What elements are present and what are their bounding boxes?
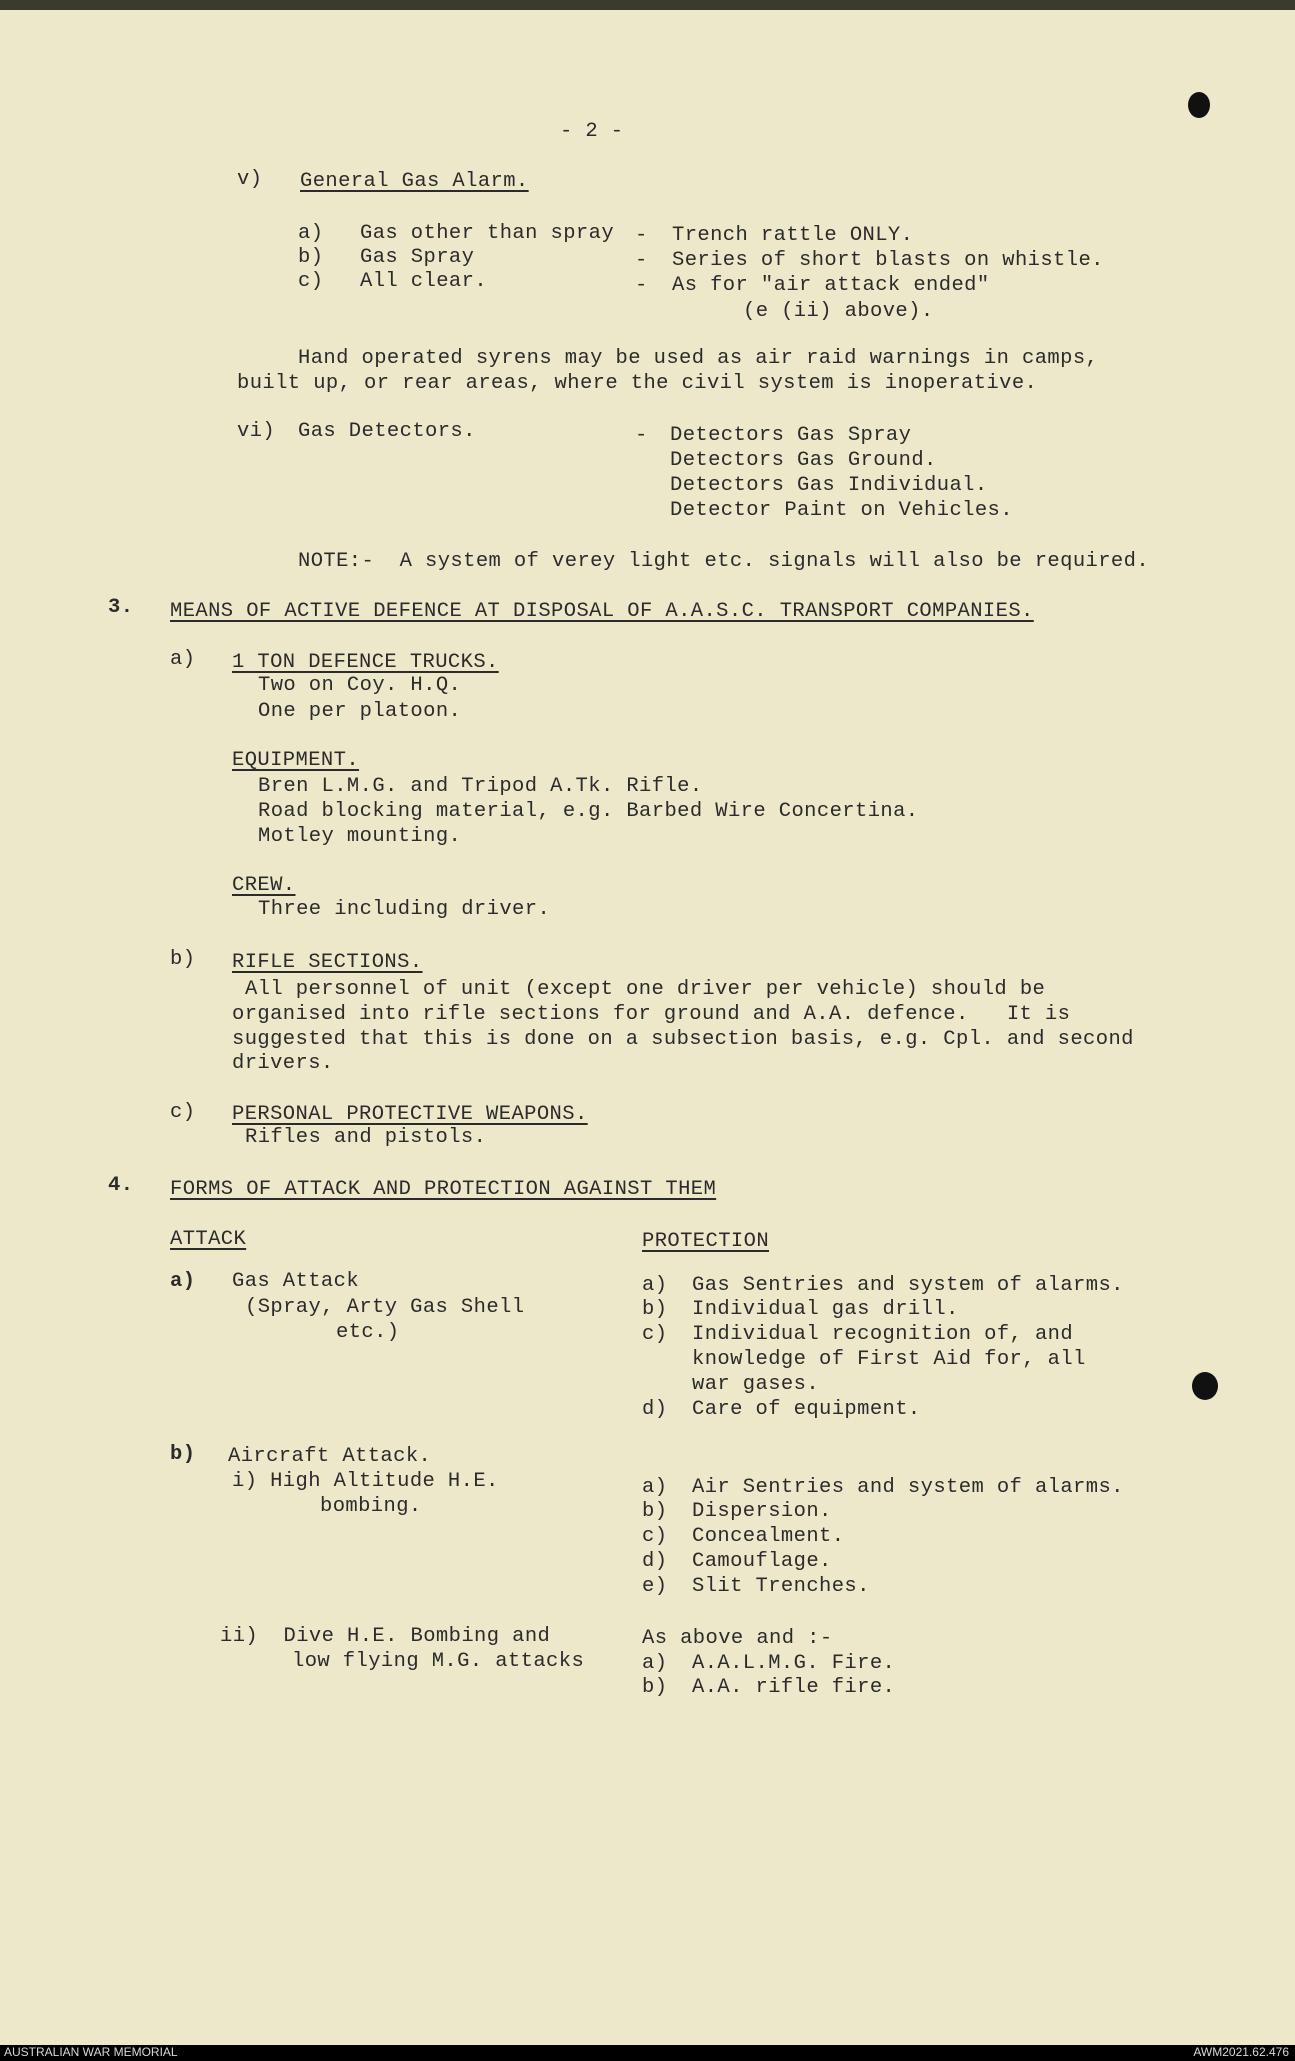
gas-alarm-b-label: Gas Spray xyxy=(360,246,475,269)
air-protection-letter: a) xyxy=(642,1476,668,1499)
air-protection-text: Concealment. xyxy=(692,1525,845,1548)
section3-c-heading: PERSONAL PROTECTIVE WEAPONS. xyxy=(232,1103,588,1126)
syren-note-line1: Hand operated syrens may be used as air raid warnings in camps, xyxy=(298,347,1099,370)
footer-reference: AWM2021.62.476 xyxy=(1193,2045,1289,2059)
gas-protection-letter: b) xyxy=(642,1298,668,1321)
gas-protection-text: Individual gas drill. xyxy=(692,1298,959,1321)
gas-protection-text: knowledge of First Aid for, all xyxy=(692,1348,1086,1371)
gas-alarm-b-dash: - xyxy=(635,249,648,272)
section3-b-line: All personnel of unit (except one driver per vehicle) should be xyxy=(245,978,1046,1001)
gas-detector-item: Detectors Gas Ground. xyxy=(670,449,937,472)
section3-b-line: suggested that this is done on a subsection basis, e.g. Cpl. and second xyxy=(232,1028,1134,1051)
section4-a-letter: a) xyxy=(170,1270,196,1293)
gas-protection-text: Gas Sentries and system of alarms. xyxy=(692,1274,1124,1297)
gas-protection-text: Individual recognition of, and xyxy=(692,1323,1074,1346)
air-protection-letter: b) xyxy=(642,1500,668,1523)
section4-b-letter: b) xyxy=(170,1443,196,1466)
punch-hole xyxy=(1192,1372,1218,1400)
gas-detector-item: Detectors Gas Spray xyxy=(670,424,912,447)
footer-institution: AUSTRALIAN WAR MEMORIAL xyxy=(4,2045,178,2059)
dive-protection-letter: a) xyxy=(642,1652,668,1675)
ink-blot xyxy=(1188,92,1210,118)
equipment-line: Bren L.M.G. and Tripod A.Tk. Rifle. xyxy=(258,775,703,798)
section3-b-line: drivers. xyxy=(232,1052,334,1075)
gas-alarm-a-letter: a) xyxy=(298,222,324,245)
crew-line: Three including driver. xyxy=(258,898,551,921)
gas-alarm-b-letter: b) xyxy=(298,246,324,269)
air-protection-text: Dispersion. xyxy=(692,1500,832,1523)
gas-alarm-a-label: Gas other than spray xyxy=(360,222,615,245)
gas-attack-line: Gas Attack xyxy=(232,1270,360,1293)
gas-attack-line: etc.) xyxy=(336,1321,400,1344)
gas-detectors-num: vi) xyxy=(237,420,276,443)
equipment-line: Road blocking material, e.g. Barbed Wire Concertina. xyxy=(258,800,919,823)
dive-protection-text: A.A.L.M.G. Fire. xyxy=(692,1652,896,1675)
gas-alarm-c-letter: c) xyxy=(298,270,324,293)
air-protection-text: Camouflage. xyxy=(692,1550,832,1573)
section3-b-letter: b) xyxy=(170,948,196,971)
gas-alarm-c-dash: - xyxy=(635,274,648,297)
gas-alarm-c-desc: As for "air attack ended" xyxy=(672,274,990,297)
gas-detector-item: Detectors Gas Individual. xyxy=(670,474,988,497)
section3-heading: MEANS OF ACTIVE DEFENCE AT DISPOSAL OF A.A.S.C. TRANSPORT COMPANIES. xyxy=(170,600,1034,623)
section3-c-line: Rifles and pistols. xyxy=(245,1126,487,1149)
section3-a-heading: 1 TON DEFENCE TRUCKS. xyxy=(232,651,499,674)
gas-protection-letter: a) xyxy=(642,1274,668,1297)
equipment-line: Motley mounting. xyxy=(258,825,462,848)
gas-alarm-a-desc: Trench rattle ONLY. xyxy=(672,224,914,247)
section3-b-heading: RIFLE SECTIONS. xyxy=(232,951,423,974)
archive-footer xyxy=(0,2045,1295,2061)
section3-a-line: Two on Coy. H.Q. xyxy=(258,674,462,697)
air-protection-text: Air Sentries and system of alarms. xyxy=(692,1476,1124,1499)
section4-heading: FORMS OF ATTACK AND PROTECTION AGAINST THEM xyxy=(170,1178,717,1201)
gas-alarm-c-cont: (e (ii) above). xyxy=(743,300,934,323)
section3-c-letter: c) xyxy=(170,1101,196,1124)
gas-alarm-a-dash: - xyxy=(635,224,648,247)
gas-detectors-dash: - xyxy=(635,424,648,447)
syren-note-line2: built up, or rear areas, where the civil system is inoperative. xyxy=(237,372,1038,395)
protection-column-header: PROTECTION xyxy=(642,1230,770,1253)
gas-alarm-heading: General Gas Alarm. xyxy=(300,170,529,193)
gas-alarm-b-desc: Series of short blasts on whistle. xyxy=(672,249,1104,272)
section3-num: 3. xyxy=(108,596,134,619)
page-number: - 2 - xyxy=(560,120,624,143)
air-protection-letter: e) xyxy=(642,1575,668,1598)
dive-protection-letter: b) xyxy=(642,1676,668,1699)
air-protection-letter: d) xyxy=(642,1550,668,1573)
gas-protection-text: war gases. xyxy=(692,1373,820,1396)
section3-a-line: One per platoon. xyxy=(258,700,462,723)
gas-protection-letter: d) xyxy=(642,1398,668,1421)
section3-b-line: organised into rifle sections for ground and A.A. defence. It is xyxy=(232,1003,1071,1026)
gas-protection-text: Care of equipment. xyxy=(692,1398,921,1421)
equipment-heading: EQUIPMENT. xyxy=(232,749,360,772)
high-altitude-attack: i) High Altitude H.E. xyxy=(232,1470,499,1493)
gas-protection-letter: c) xyxy=(642,1323,668,1346)
dive-protection-intro: As above and :- xyxy=(642,1627,833,1650)
high-altitude-attack: bombing. xyxy=(320,1495,422,1518)
gas-detectors-heading: Gas Detectors. xyxy=(298,420,476,443)
gas-attack-line: (Spray, Arty Gas Shell xyxy=(245,1296,525,1319)
aircraft-attack-heading: Aircraft Attack. xyxy=(228,1445,432,1468)
air-protection-letter: c) xyxy=(642,1525,668,1548)
dive-bombing-attack: low flying M.G. attacks xyxy=(292,1650,585,1673)
gas-detectors-note: NOTE:- A system of verey light etc. signals will also be required. xyxy=(298,550,1150,573)
gas-alarm-c-label: All clear. xyxy=(360,270,488,293)
dive-bombing-attack: ii) Dive H.E. Bombing and xyxy=(220,1625,551,1648)
section3-a-letter: a) xyxy=(170,648,196,671)
section4-num: 4. xyxy=(108,1174,134,1197)
air-protection-text: Slit Trenches. xyxy=(692,1575,870,1598)
crew-heading: CREW. xyxy=(232,874,296,897)
dive-protection-text: A.A. rifle fire. xyxy=(692,1676,896,1699)
gas-alarm-num: v) xyxy=(237,168,263,191)
attack-column-header: ATTACK xyxy=(170,1228,247,1251)
gas-detector-item: Detector Paint on Vehicles. xyxy=(670,499,1013,522)
